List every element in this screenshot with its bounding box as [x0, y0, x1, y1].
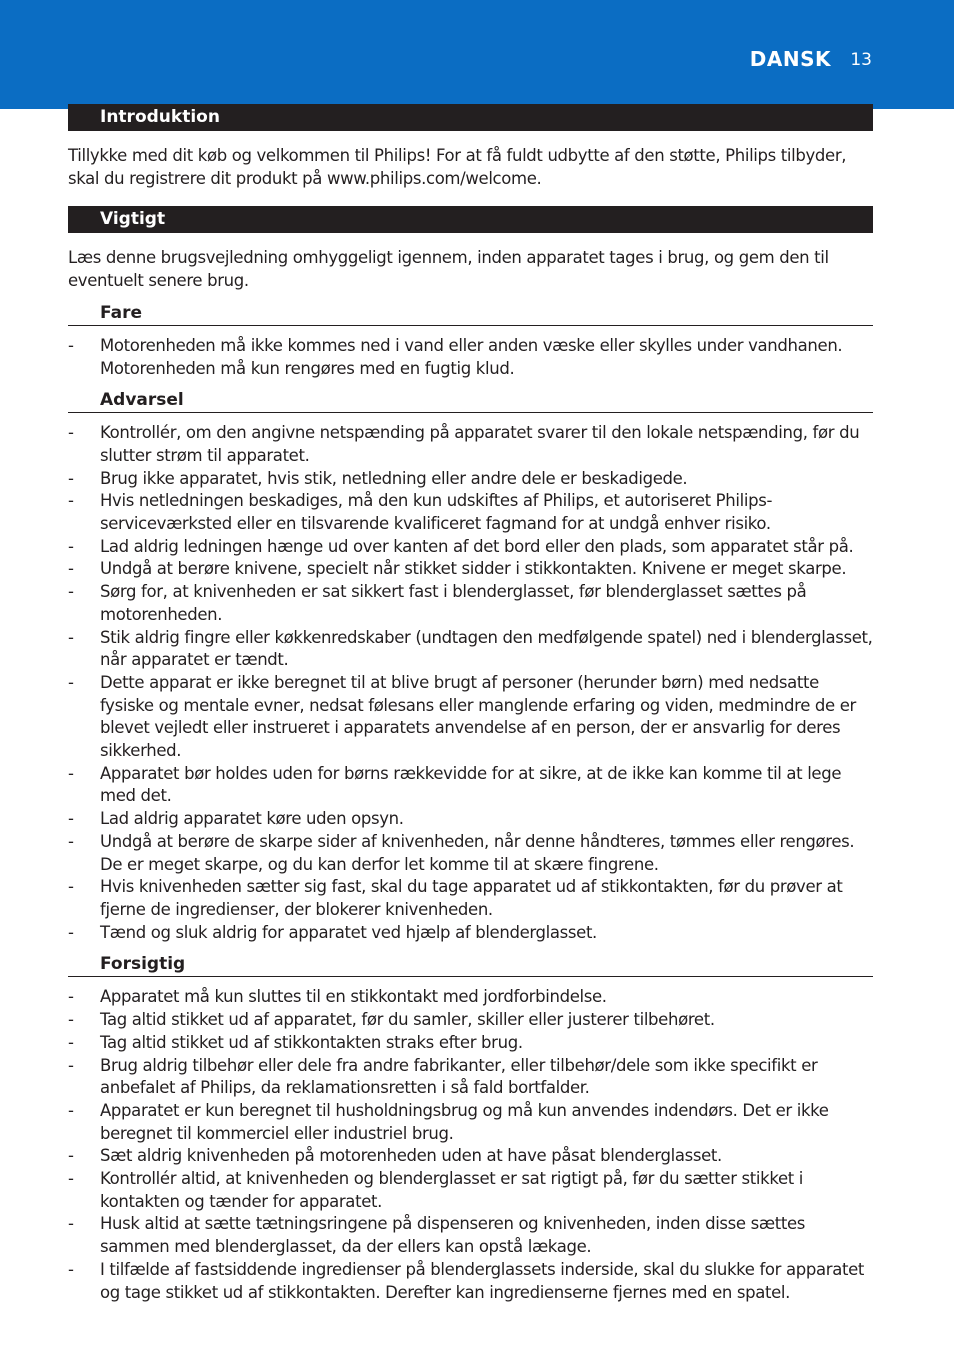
- section-heading-introduktion: Introduktion: [68, 104, 873, 131]
- list-item: - Undgå at berøre de skarpe sider af knivenheden, når denne håndteres, tømmes eller rengøres. De er meget skarpe, og du kan derfor let komme til at skære fingrene.: [68, 831, 873, 876]
- list-item: - I tilfælde af fastsiddende ingredienser på blenderglassets inderside, skal du slukke for apparatet og tage stikket ud af stikkontakten. Derefter kan ingredienserne fjernes med en spatel.: [68, 1259, 873, 1304]
- list-item: - Sørg for, at knivenheden er sat sikkert fast i blenderglasset, før blenderglasset sættes på motorenheden.: [68, 581, 873, 626]
- list-item: - Hvis knivenheden sætter sig fast, skal du tage apparatet ud af stikkontakten, før du prøver at fjerne de ingredienser, der blokerer knivenheden.: [68, 876, 873, 921]
- list-item: - Kontrollér altid, at knivenheden og blenderglasset er sat rigtigt på, før du sætter stikket i kontakten og tænder for apparatet.: [68, 1168, 873, 1213]
- page-number: 13: [850, 50, 872, 70]
- list-item: - Tag altid stikket ud af stikkontakten straks efter brug.: [68, 1032, 873, 1055]
- language-label: DANSK: [749, 47, 831, 71]
- forsigtig-list: [68, 986, 873, 1304]
- list-item: - Tænd og sluk aldrig for apparatet ved hjælp af blenderglasset.: [68, 922, 873, 945]
- list-item: - Hvis netledningen beskadiges, må den kun udskiftes af Philips, et autoriseret Philips-serviceværksted eller en tilsvarende kvalificeret fagmand for at undgå enhver risiko.: [68, 490, 873, 535]
- vigtigt-paragraph: Læs denne brugsvejledning omhyggeligt igennem, inden apparatet tages i brug, og gem den til eventuelt senere brug.: [68, 248, 829, 291]
- list-item: - Undgå at berøre knivene, specielt når stikket sidder i stikkontakten. Knivene er meget skarpe.: [68, 558, 873, 581]
- list-item: - Brug ikke apparatet, hvis stik, netledning eller andre dele er beskadigede.: [68, 468, 873, 491]
- list-item: - Motorenheden må ikke kommes ned i vand eller anden væske eller skylles under vandhanen. Motorenheden må kun rengøres med en fugtig klud.: [68, 335, 873, 380]
- list-item: - Tag altid stikket ud af apparatet, før du samler, skiller eller justerer tilbehøret.: [68, 1009, 873, 1032]
- page-content: [68, 104, 873, 1304]
- header-bar: [0, 0, 954, 109]
- list-item: - Stik aldrig fingre eller køkkenredskaber (undtagen den medfølgende spatel) ned i blenderglasset, når apparatet er tændt.: [68, 627, 873, 672]
- fare-list: [68, 335, 873, 380]
- list-item: - Brug aldrig tilbehør eller dele fra andre fabrikanter, eller tilbehør/dele som ikke specifikt er anbefalet af Philips, da reklamationsretten i så fald bortfalder.: [68, 1055, 873, 1100]
- list-item: - Lad aldrig ledningen hænge ud over kanten af det bord eller den plads, som apparatet står på.: [68, 536, 873, 559]
- subheading-forsigtig: Forsigtig: [68, 954, 873, 977]
- subheading-advarsel: Advarsel: [68, 390, 873, 413]
- list-item: - Dette apparat er ikke beregnet til at blive brugt af personer (herunder børn) med nedsatte fysiske og mentale evner, nedsat følesans eller manglende erfaring og viden, medmindre de er blevet vejledt eller instrueret i apparatets anvendelse af en person, der er ansvarlig for deres sikkerhed.: [68, 672, 873, 763]
- list-item: - Apparatet må kun sluttes til en stikkontakt med jordforbindelse.: [68, 986, 873, 1009]
- list-item: - Apparatet bør holdes uden for børns rækkevidde for at sikre, at de ikke kan komme til at lege med det.: [68, 763, 873, 808]
- list-item: - Husk altid at sætte tætningsringene på dispenseren og knivenheden, inden disse sættes sammen med blenderglasset, da der ellers kan opstå lækage.: [68, 1213, 873, 1258]
- list-item: - Lad aldrig apparatet køre uden opsyn.: [68, 808, 873, 831]
- list-item: - Apparatet er kun beregnet til husholdningsbrug og må kun anvendes indendørs. Det er ikke beregnet til kommerciel eller industriel brug.: [68, 1100, 873, 1145]
- section-heading-vigtigt: Vigtigt: [68, 206, 873, 233]
- list-item: - Sæt aldrig knivenheden på motorenheden uden at have påsat blenderglasset.: [68, 1145, 873, 1168]
- advarsel-list: [68, 422, 873, 944]
- subheading-fare: Fare: [68, 303, 873, 326]
- intro-paragraph: Tillykke med dit køb og velkommen til Philips! For at få fuldt udbytte af den støtte, Philips tilbyder, skal du registrere dit produkt på www.philips.com/welcome.: [68, 146, 847, 188]
- list-item: - Kontrollér, om den angivne netspænding på apparatet svarer til den lokale netspænding, før du slutter strøm til apparatet.: [68, 422, 873, 467]
